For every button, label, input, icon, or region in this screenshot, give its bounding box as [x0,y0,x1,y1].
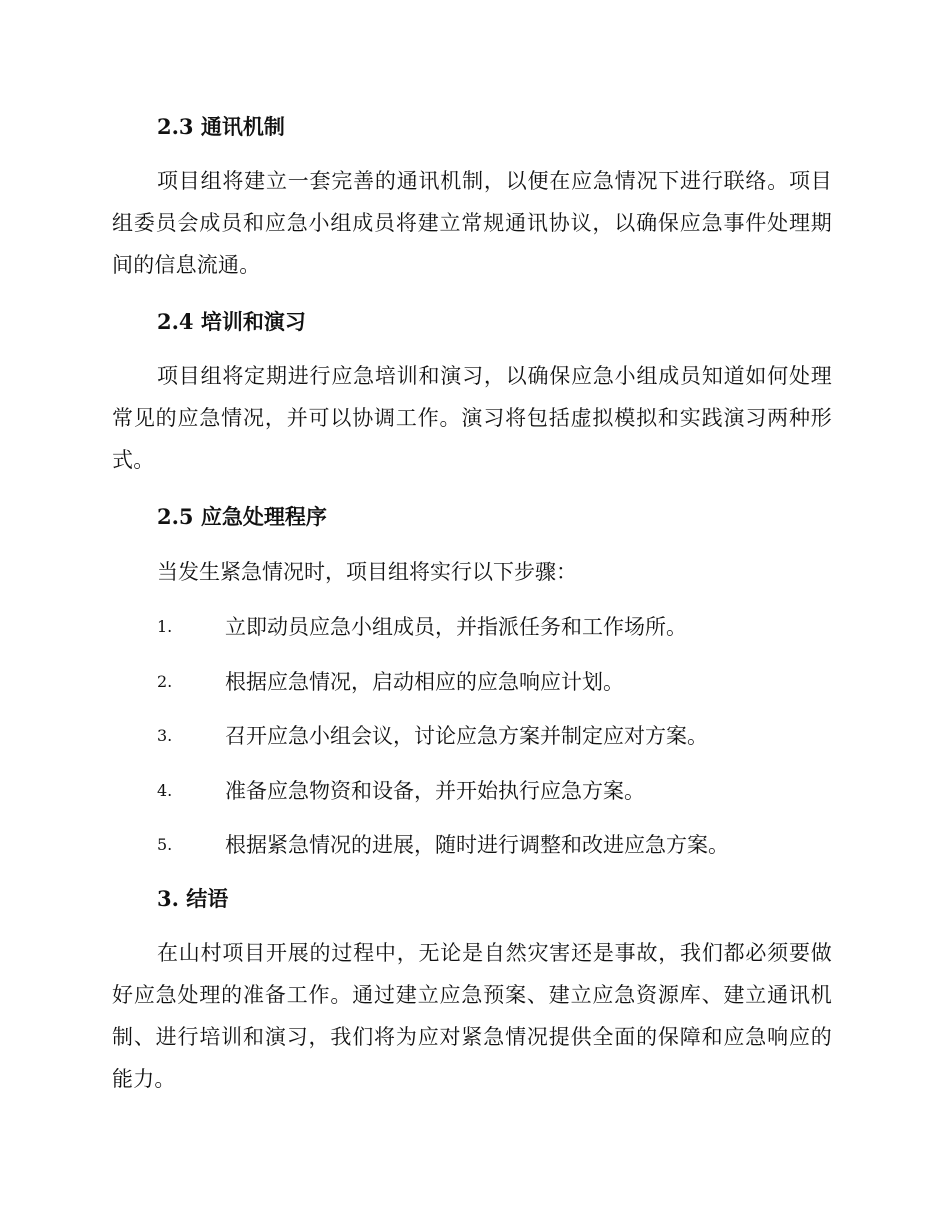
list-text: 立即动员应急小组成员，并指派任务和工作场所。 [225,615,687,639]
list-text: 准备应急物资和设备，并开始执行应急方案。 [225,779,645,803]
list-number: 4. [157,781,173,800]
section-heading-2-5: 2.5 应急处理程序 [157,504,327,529]
list-item [157,721,837,751]
list-text: 召开应急小组会议，讨论应急方案并制定应对方案。 [225,724,708,748]
list-number: 3. [157,726,173,745]
list-item [157,830,837,860]
section-heading-2-4: 2.4 培训和演习 [157,309,306,334]
section-intro-2-5: 当发生紧急情况时，项目组将实行以下步骤： [157,560,577,584]
list-text: 根据紧急情况的进展，随时进行调整和改进应急方案。 [225,833,729,857]
section-heading-2-3: 2.3 通讯机制 [157,114,285,139]
list-item [157,776,837,806]
section-body-2-4: 项目组将定期进行应急培训和演习，以确保应急小组成员知道如何处理常见的应急情况，并可以协调工作。演习将包括虚拟模拟和实践演习两种形式。 [112,364,832,472]
list-item [157,667,837,697]
list-item [157,612,837,642]
section-heading-3: 3. 结语 [157,886,229,911]
section-body-3: 在山村项目开展的过程中，无论是自然灾害还是事故，我们都必须要做好应急处理的准备工作。通过建立应急预案、建立应急资源库、建立通讯机制、进行培训和演习，我们将为应对紧急情况提供全面的保障和应急响应的能力。 [112,941,832,1091]
list-number: 5. [157,835,173,854]
list-number: 2. [157,672,173,691]
list-text: 根据应急情况，启动相应的应急响应计划。 [225,670,624,694]
list-number: 1. [157,617,173,636]
section-body-2-3: 项目组将建立一套完善的通讯机制，以便在应急情况下进行联络。项目组委员会成员和应急小组成员将建立常规通讯协议，以确保应急事件处理期间的信息流通。 [112,169,832,277]
